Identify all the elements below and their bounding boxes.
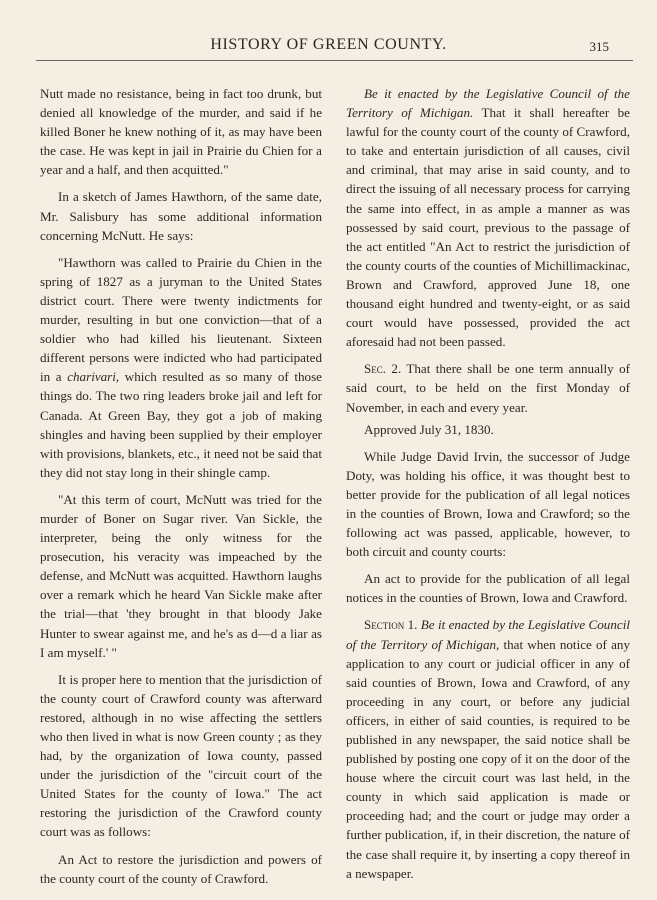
left-column [40, 84, 322, 888]
enactment-clause: Be it enacted by the Legislative Council of the Territory of Michigan. [346, 86, 630, 121]
running-title: HISTORY OF GREEN COUNTY. [210, 36, 447, 53]
paragraph-section-1 [346, 615, 630, 882]
paragraph-act-enactment [346, 84, 630, 351]
section-1-label: Section 1. [364, 617, 418, 633]
hawthorn-quote-text-b: , which resulted as so many of those things do. The two ring leaders broke jail and left for Canada. At Green Bay, they got a job of making shingles and having been supplied by their employer with provisions, blankets, etc., it need not be said that they did not stay long in their shingle camp. [40, 369, 322, 480]
act-title-legal-notices: An act to provide for the publication of all legal notices in the counties of Brown, Iowa and Crawford. [346, 571, 630, 606]
page-header [38, 36, 619, 60]
section-1-text: that when notice of any application to any court or judicial officer in any of said counties of Brown, Iowa and Crawford, of any proceeding in any court, or before any judicial officers, in either of said counties, is required to be published in any newspaper, the said notice shall be published by posting one copy of it on the door of the house where the circuit court was last held, in the county in which said application is made or proceeding had; and the court or judge may order a further publication, if, in their discretion, the nature of the case shall require it, by inserting a copy thereof in a newspaper. [346, 636, 630, 881]
paragraph-section-2 [346, 359, 630, 416]
paragraph-mcnutt-acquitted: Nutt made no resistance, being in fact too drunk, but denied all knowledge of the murder, and said if he killed Boner he knew nothing of it, as may have been the case. He was kept in jail in Prairie du Chien for a year and a half, and then acquitted." [40, 86, 322, 178]
section-2-label: Sec. 2. [364, 361, 402, 377]
hawthorn-quote-text-a: "Hawthorn was called to Prairie du Chien in the spring of 1827 as a juryman to the United States district court. There were twenty indictments for murder, resulting in but one conviction—that of a soldier who had killed his lieutenant. Sixteen different persons were indicted who had participated in a [40, 254, 322, 385]
section-2-text: That there shall be one term annually of said court, to be held on the first Monday of November, in each and every year. [346, 361, 630, 415]
page-number: 315 [589, 39, 609, 54]
paragraph-hawthorn-sketch: In a sketch of James Hawthorn, of the same date, Mr. Salisbury has some additional information concerning McNutt. He says: [40, 189, 322, 243]
charivari-word: charivari [67, 369, 116, 385]
paragraph-judge-irvin: While Judge David Irvin, the successor of Judge Doty, was holding his office, it was thought best to better provide for the publication of all legal notices in the counties of Brown, Iowa and Crawford; so the following act was passed, applicable, however, to both circuit and county courts: [346, 448, 630, 560]
paragraph-jurisdiction-restored: It is proper here to mention that the jurisdiction of the county court of Crawford county was afterward restored, although in no wise affecting the settlers who then lived in what is now Green county ; as they had, by the organization of Iowa county, passed under the jurisdiction of the "circuit court of the United States for the county of Iowa." The act restoring the jurisdiction of the Crawford county court was as follows: [40, 671, 322, 840]
paragraph-hawthorn-quote [40, 253, 322, 482]
section-1-enactment-clause: Be it enacted by the Legislative Council of the Territory of Michigan, [346, 617, 630, 652]
right-column [346, 84, 630, 883]
header-rule [36, 60, 633, 61]
approval-date: Approved July 31, 1830. [364, 421, 494, 437]
act-title-restore-jurisdiction: An Act to restore the jurisdiction and powers of the county court of the county of Crawford. [40, 851, 322, 886]
paragraph-mcnutt-trial: "At this term of court, McNutt was tried for the murder of Boner on Sugar river. Van Sickle, the interpreter, being the only witness for the prosecution, his veracity was impeached by the defense, and McNutt was acquitted. Hawthorn laughs over a remark which he heard Van Sickle make after the trial—that 'they brought in that bloody Jake Hunter to swear against me, and he's as d—d a liar as I am myself.' " [40, 491, 322, 660]
enactment-text: That it shall hereafter be lawful for the county court of the county of Crawford, to take and entertain jurisdiction of all causes, civil and criminal, that may arise in said county, and to direct the issuing of all necessary process for carrying the same into effect, in as ample a manner as was possessed by said court, previous to the passage of the act entitled "An Act to restrict the jurisdiction of the county courts of the counties of Michillimackinac, Brown and Crawford, approved June 18, one thousand eight hundred and twenty-eight, or as said court would have possessed, provided the act aforesaid had not been passed. [346, 105, 630, 350]
